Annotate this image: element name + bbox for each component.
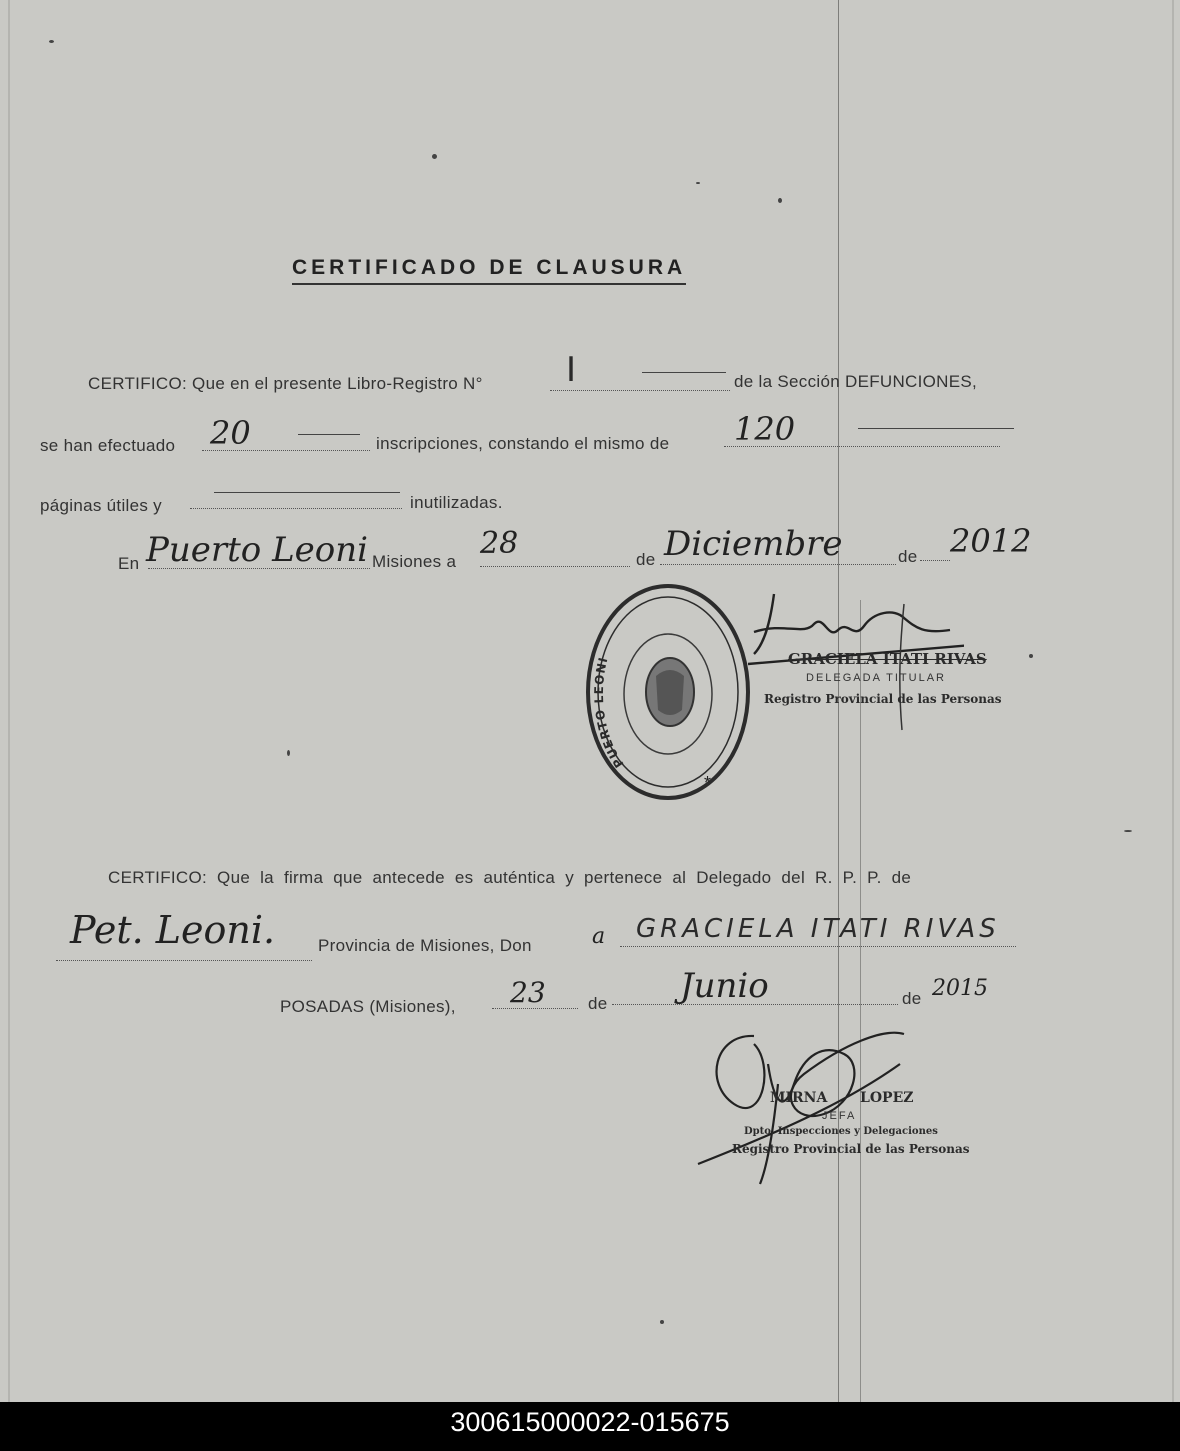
signature-2-name-part1: MIRNA [770,1090,828,1106]
signature-2-dept: Dpto. Inspecciones y Delegaciones [744,1126,938,1137]
para2-lugar-dots [56,960,312,961]
seal-center-text: PUERTO LEONI [591,655,627,771]
speck [778,198,782,203]
para1-line1-prefix: CERTIFICO: Que en el presente Libro-Registro N° [88,374,483,393]
mes-dots [660,564,896,565]
anio-dots [920,560,950,561]
para2-line3-prefix: POSADAS (Misiones), [280,997,456,1016]
libro-number-handwritten: I [566,350,579,390]
signature-2-name-part2: LOPEZ [860,1090,914,1106]
inutilizadas-rule [214,492,400,493]
dia-dots [480,566,630,567]
lugar-handwritten: Puerto Leoni [146,530,369,570]
para1-line1-suffix: de la Sección DEFUNCIONES, [734,372,978,391]
inutilizadas-dots [190,508,402,509]
speck [49,40,54,43]
document-title: CERTIFICADO DE CLAUSURA [292,256,686,285]
para1-line4-en: En [118,554,140,573]
page-edge-right [1172,0,1174,1402]
speck [1124,830,1132,832]
para1-line2-prefix: se han efectuado [40,436,176,455]
para2-line1: CERTIFICO: Que la firma que antecede es auténtica y pertenece al Delegado del R. P. P. de [108,868,912,887]
para2-line2-mid: Provincia de Misiones, Don [318,936,532,955]
page-edge-left [8,0,10,1402]
libro-number-rule [642,372,726,373]
para2-line3-de2: de [902,989,922,1008]
svg-text:*: * [704,773,712,793]
inscripciones-number-handwritten: 20 [210,414,251,452]
dia-handwritten: 28 [480,526,519,561]
para1-line4-de1: de [636,550,656,569]
signature-2-role: JEFA [822,1110,857,1122]
para1-line3-prefix: páginas útiles y [40,496,162,515]
para1-line2-mid: inscripciones, constando el mismo de [376,434,670,453]
para2-don-suffix: a [592,924,606,949]
signature-1-role: DELEGADA TITULAR [806,672,946,684]
para1-line3-suffix: inutilizadas. [410,493,503,512]
speck [432,154,437,159]
mes-handwritten: Diciembre [664,524,843,564]
official-seal [584,584,754,806]
svg-text:PUERTO LEONI [592,655,627,770]
para2-mes-handwritten: Junio [680,966,769,1006]
inscripciones-rule [298,434,360,435]
paginas-rule [858,428,1014,429]
speck [660,1320,664,1324]
signature-2-scribble [694,1024,934,1194]
para1-line4-de2: de [898,547,918,566]
speck [287,750,290,756]
para2-line3-de1: de [588,994,608,1013]
signature-1-name: GRACIELA ITATI RIVAS [788,650,987,668]
anio-handwritten: 2012 [950,522,1032,560]
signature-1-office: Registro Provincial de las Personas [764,692,1002,706]
paginas-number-handwritten: 120 [734,410,796,448]
signature-2-office: Registro Provincial de las Personas [732,1142,970,1156]
libro-number-dots [550,390,730,391]
para2-anio-handwritten: 2015 [932,976,988,1001]
para2-dia-handwritten: 23 [510,976,546,1009]
para2-nombre-handwritten: GRACIELA ITATI RIVAS [636,914,1000,944]
barcode-number: 300615000022-015675 [0,1402,1180,1451]
speck [1029,654,1033,658]
para2-lugar-handwritten: Pet. Leoni. [70,908,276,952]
speck [696,182,700,184]
para1-line4-mid: Misiones a [372,552,457,571]
para2-nombre-dots [620,946,1016,947]
